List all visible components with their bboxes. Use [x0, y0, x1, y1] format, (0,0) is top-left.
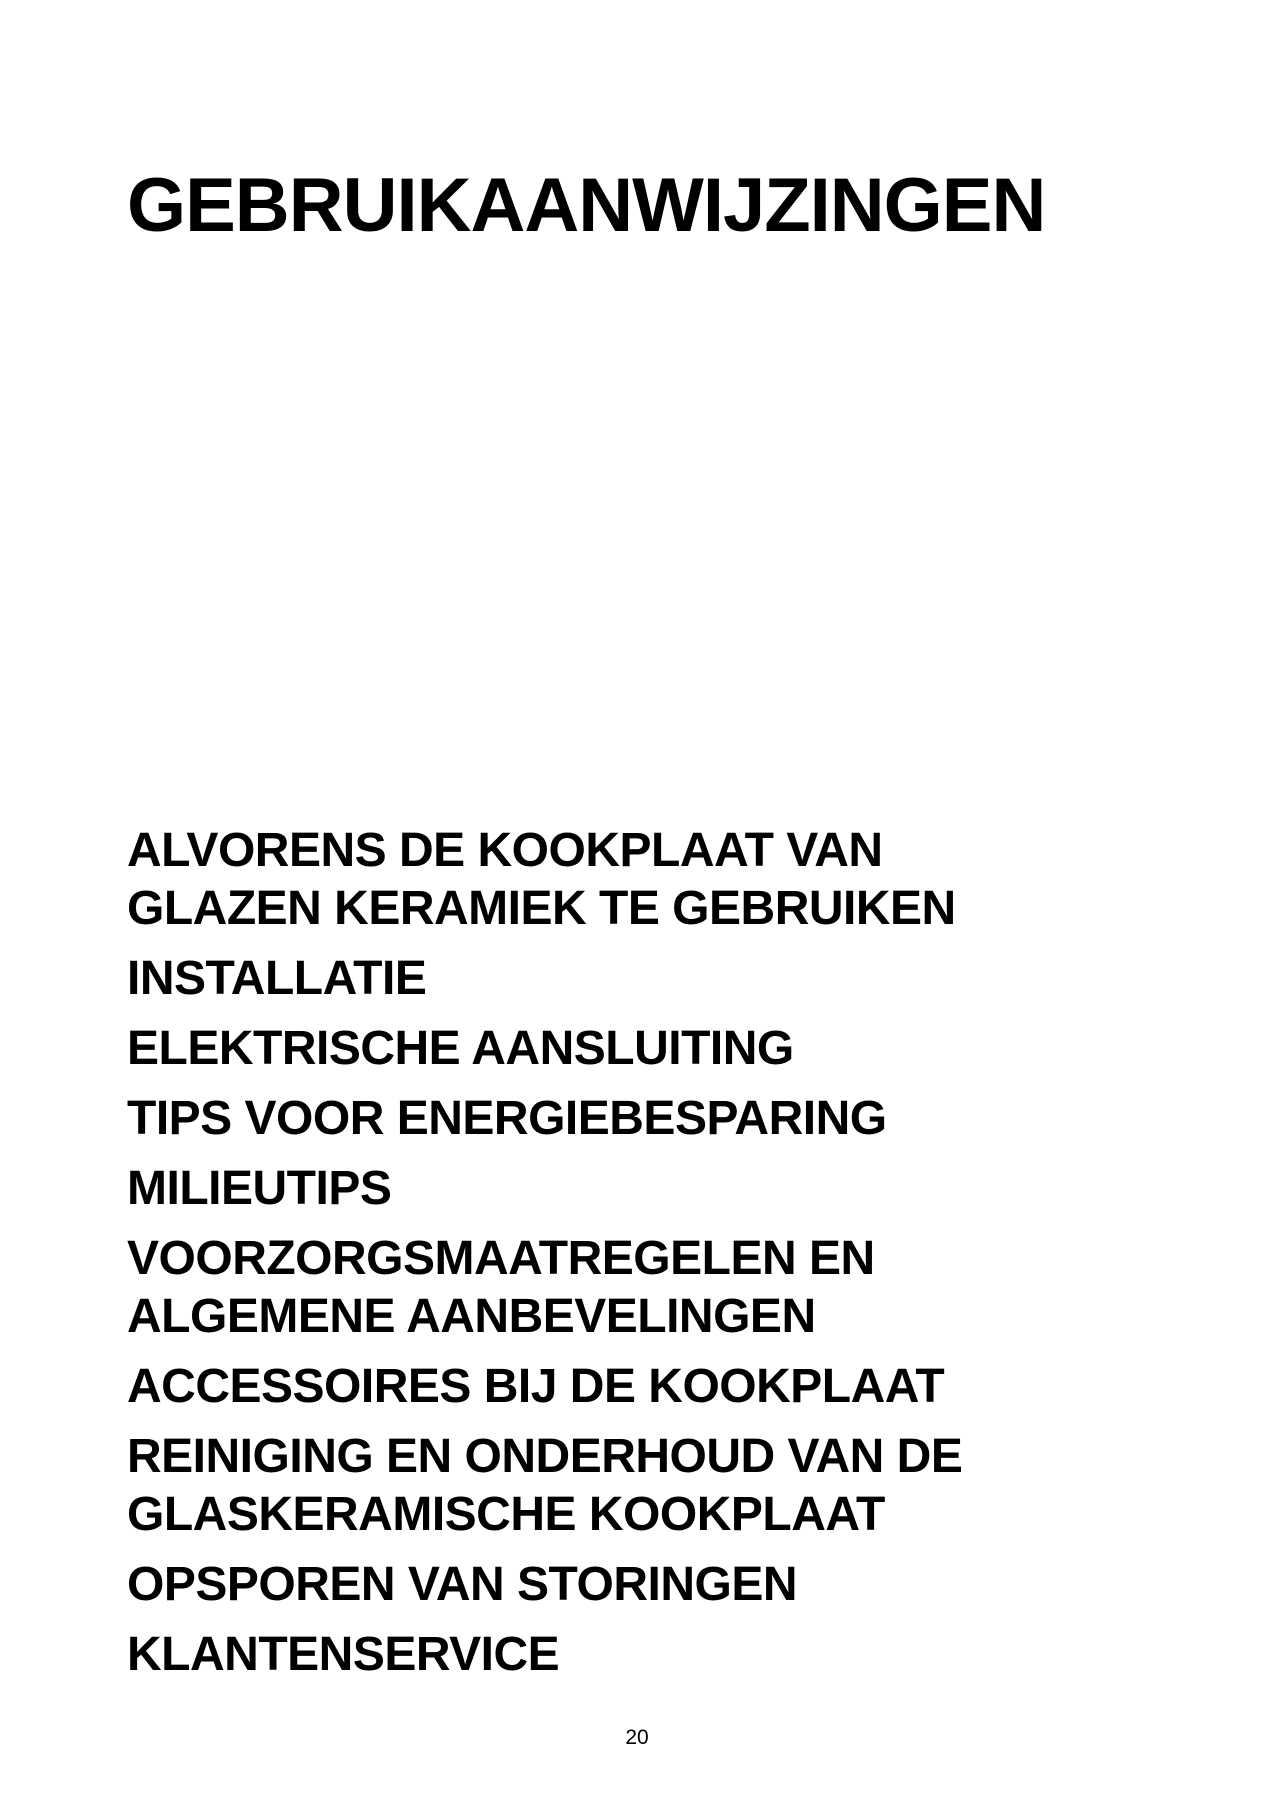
toc-item-voor-gebruik [127, 822, 1167, 938]
toc-item-line: ELEKTRISCHE AANSLUITING [127, 1022, 794, 1075]
toc-item-line: OPSPOREN VAN STORINGEN [127, 1558, 797, 1611]
toc-item-klantenservice [127, 1626, 1167, 1684]
page-number: 20 [625, 1726, 649, 1749]
toc-item-elektrische-aansluiting [127, 1020, 1167, 1078]
toc-item-energiebesparing [127, 1090, 1167, 1148]
toc-item-line: MILIEUTIPS [127, 1162, 392, 1215]
toc-item-voorzorgsmaatregelen [127, 1230, 1167, 1346]
toc-item-accessoires [127, 1358, 1167, 1416]
toc-item-line: REINIGING EN ONDERHOUD VAN DE [127, 1430, 963, 1483]
toc-item-line: INSTALLATIE [127, 952, 427, 1005]
toc-item-installatie [127, 950, 1167, 1008]
toc-item-line: ALGEMENE AANBEVELINGEN [127, 1290, 816, 1343]
toc-item-milieutips [127, 1160, 1167, 1218]
toc-item-line: ACCESSOIRES BIJ DE KOOKPLAAT [127, 1360, 945, 1413]
toc-item-line: TIPS VOOR ENERGIEBESPARING [127, 1092, 887, 1145]
table-of-contents [127, 822, 1167, 1696]
toc-item-reiniging [127, 1428, 1167, 1544]
toc-item-line: KLANTENSERVICE [127, 1628, 560, 1681]
toc-item-storingen [127, 1556, 1167, 1614]
page-title: GEBRUIKAANWIJZINGEN [127, 163, 1046, 248]
toc-item-line: GLAZEN KERAMIEK TE GEBRUIKEN [127, 882, 956, 935]
toc-item-line: VOORZORGSMAATREGELEN EN [127, 1232, 875, 1285]
toc-item-line: ALVORENS DE KOOKPLAAT VAN [127, 824, 883, 877]
toc-item-line: GLASKERAMISCHE KOOKPLAAT [127, 1488, 885, 1541]
